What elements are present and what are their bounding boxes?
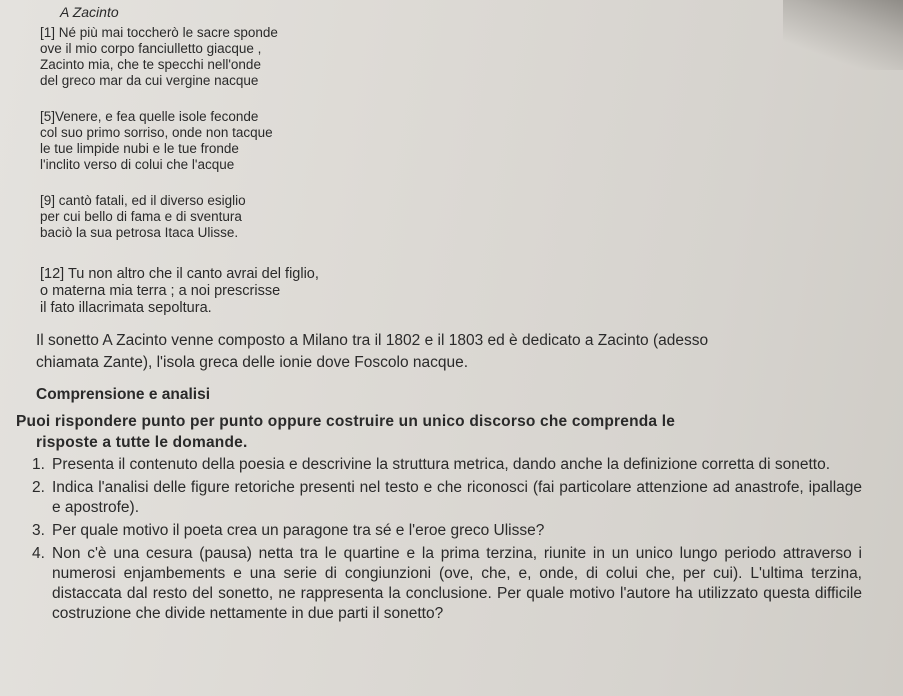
question-number: 2. — [32, 479, 45, 496]
page-shadow — [783, 0, 903, 70]
intro-line: chiamata Zante), l'isola greca delle ionie dove Foscolo nacque. — [36, 354, 469, 371]
verse-line: baciò la sua petrosa Itaca Ulisse. — [40, 225, 239, 240]
verse-line: [9] cantò fatali, ed il diverso esiglio — [40, 193, 246, 208]
question-text: Per quale motivo il poeta crea un paragone tra sé e l'eroe greco Ulisse? — [52, 522, 545, 539]
poem-title: A Zacinto — [60, 4, 119, 20]
verse-line: per cui bello di fama e di sventura — [40, 209, 242, 224]
intro-line: Il sonetto A Zacinto venne composto a Milano tra il 1802 e il 1803 ed è dedicato a Zacinto (adesso — [36, 332, 709, 349]
verse-line: il fato illacrimata sepoltura. — [40, 300, 212, 316]
instruction-line: risposte a tutte le domande. — [36, 434, 248, 451]
verse-line: Zacinto mia, che te specchi nell'onde — [40, 57, 261, 72]
question-item — [32, 521, 862, 541]
stanza-4 — [40, 266, 319, 317]
intro-paragraph — [36, 330, 856, 374]
instruction-line: Puoi rispondere punto per punto oppure costruire un unico discorso che comprenda le — [16, 413, 676, 430]
stanza-3 — [40, 193, 246, 241]
verse-line: [5]Venere, e fea quelle isole feconde — [40, 109, 259, 124]
question-text: Non c'è una cesura (pausa) netta tra le quartine e la prima terzina, riunite in un unico lungo periodo attraverso i numerosi enjambements e una serie di congiunzioni (ove, che, e, onde, di colui che, per cui). L'ultima terzina, distaccata dal resto del sonetto, ne rappresenta la conclusione. Per quale motivo l'autore ha utilizzato questa difficile costruzione che divide nettamente in due parti il sonetto? — [52, 545, 862, 622]
stanza-2 — [40, 109, 273, 173]
question-list — [32, 455, 862, 627]
section-title: Comprensione e analisi — [36, 386, 210, 403]
question-number: 3. — [32, 522, 45, 539]
verse-line: [1] Né più mai toccherò le sacre sponde — [40, 25, 278, 40]
question-item — [32, 455, 862, 475]
question-item — [32, 544, 862, 624]
verse-line: l'inclito verso di colui che l'acque — [40, 157, 235, 172]
verse-line: del greco mar da cui vergine nacque — [40, 73, 259, 88]
instruction-text — [16, 411, 856, 453]
verse-line: [12] Tu non altro che il canto avrai del figlio, — [40, 266, 319, 282]
question-number: 1. — [32, 456, 45, 473]
stanza-1 — [40, 25, 278, 89]
verse-line: ove il mio corpo fanciulletto giacque , — [40, 41, 262, 56]
verse-line: col suo primo sorriso, onde non tacque — [40, 125, 273, 140]
verse-line: le tue limpide nubi e le tue fronde — [40, 141, 239, 156]
question-text: Indica l'analisi delle figure retoriche presenti nel testo e che riconosci (fai particolare attenzione ad anastrofe, ipallage e apostrofe). — [52, 479, 862, 516]
question-text: Presenta il contenuto della poesia e descrivine la struttura metrica, dando anche la definizione corretta di sonetto. — [52, 456, 831, 473]
verse-line: o materna mia terra ; a noi prescrisse — [40, 283, 281, 299]
question-item — [32, 478, 862, 518]
question-number: 4. — [32, 545, 45, 562]
